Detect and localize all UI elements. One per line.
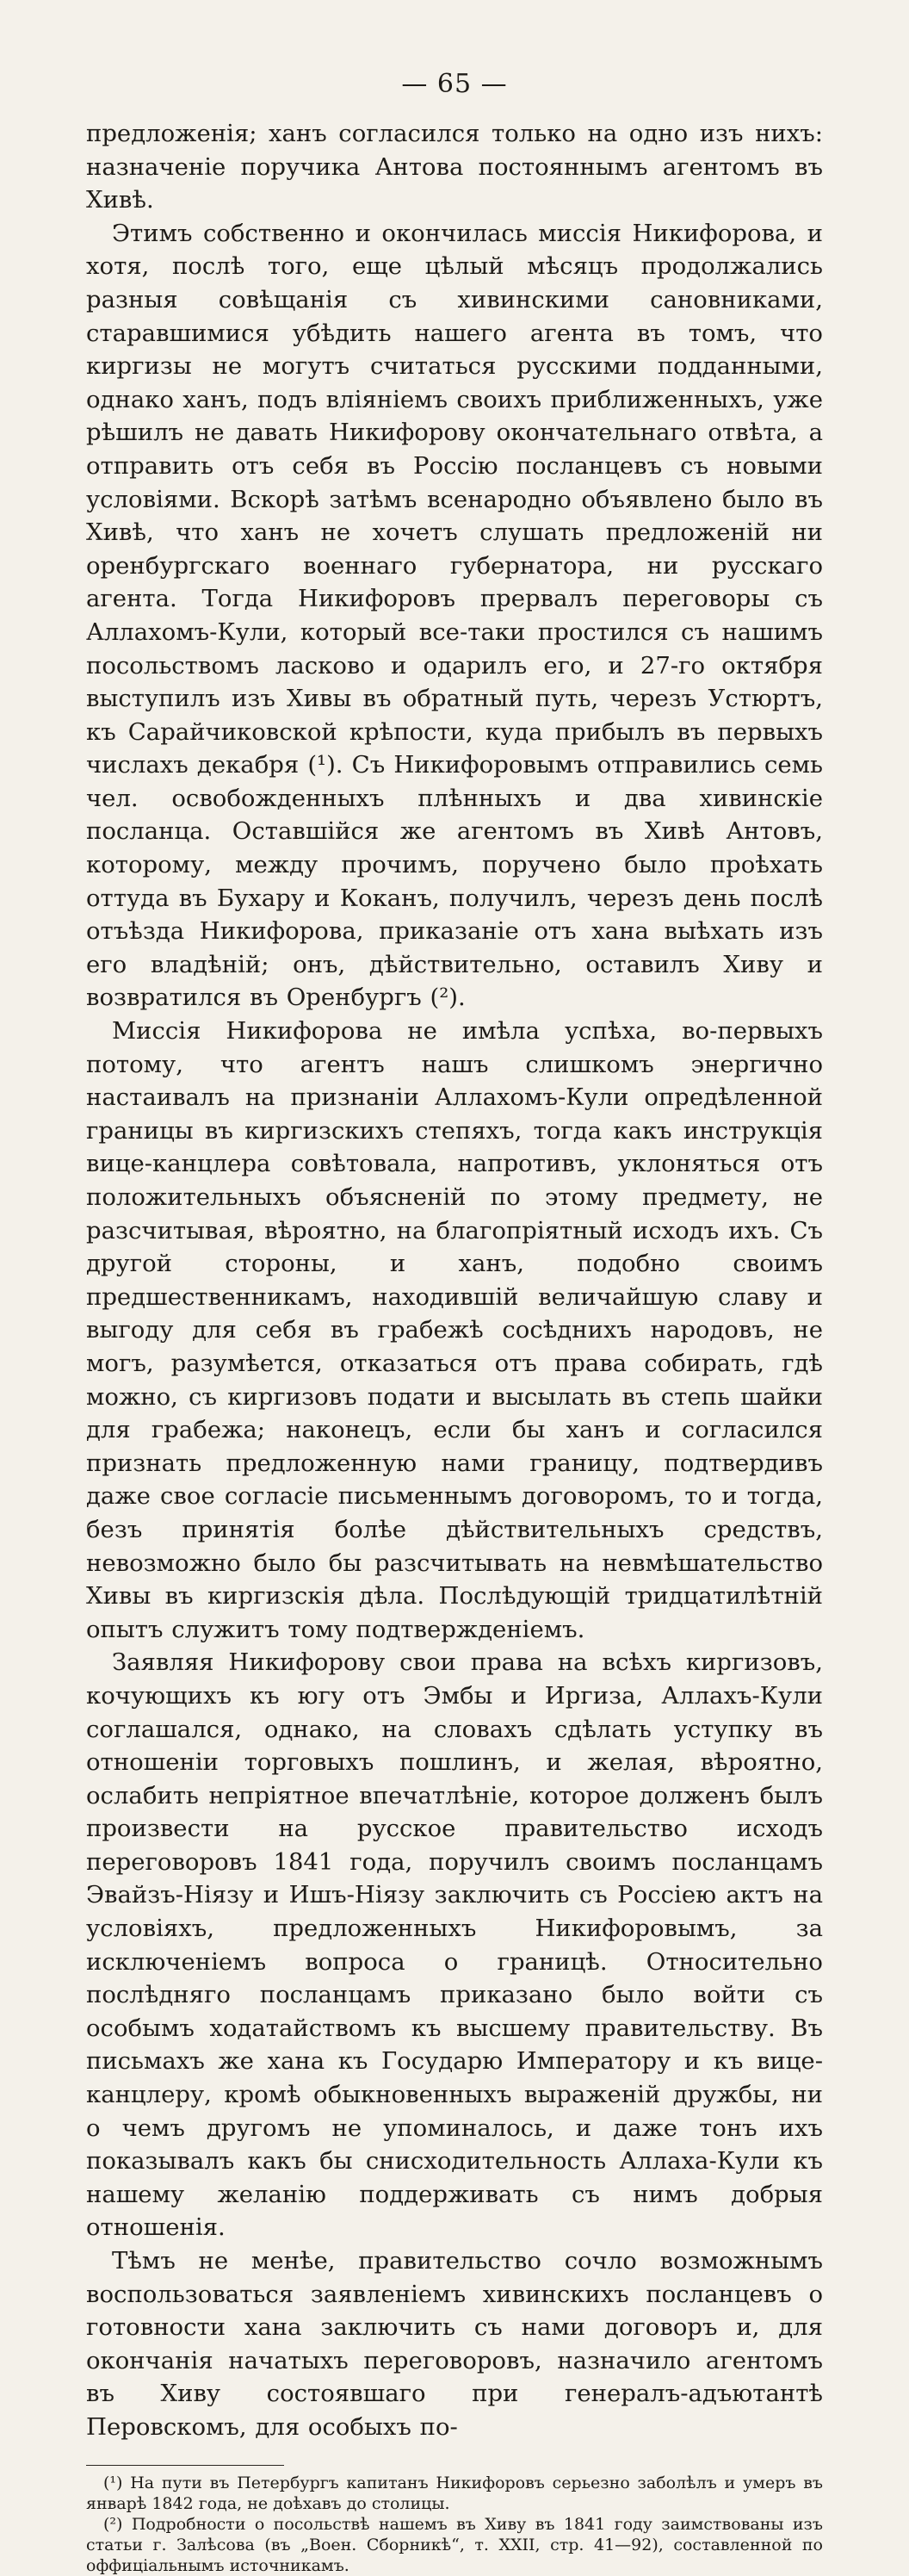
body-text [86, 117, 823, 2444]
page-number: — 65 — [401, 69, 508, 99]
footnote-1: (¹) На пути въ Петербургъ капитанъ Никифоровъ серьезно заболѣлъ и умеръ въ январѣ 1842 года, не доѣхавъ до столицы. [86, 2473, 823, 2513]
paragraph-5: Тѣмъ не менѣе, правительство сочло возможнымъ воспользоваться заявленіемъ хивинскихъ посланцевъ о готовности хана заключить съ нами договоръ и, для окончанія начатыхъ переговоровъ, назначило агентомъ въ Хиву состоявшаго при генералъ-адъютантѣ Перовскомъ, для особыхъ по- [86, 2247, 823, 2441]
paragraph-1: предложенія; ханъ согласился только на одно изъ нихъ: назначеніе поручика Антова постояннымъ агентомъ въ Хивѣ. [86, 120, 823, 214]
paragraph-3: Миссія Никифорова не имѣла успѣха, во-первыхъ потому, что агентъ нашъ слишкомъ энергично настаивалъ на признаніи Аллахомъ-Кули опредѣленной границы въ киргизскихъ степяхъ, тогда какъ инструкція вице-канцлера совѣтовала, напротивъ, уклоняться отъ положительныхъ объясненій по этому предмету, не разсчитывая, вѣроятно, на благопріятный исходъ ихъ. Съ другой стороны, и ханъ, подобно своимъ предшественникамъ, находившій величайшую славу и выгоду для себя въ грабежѣ сосѣднихъ народовъ, не могъ, разумѣется, отказаться отъ права собирать, гдѣ можно, съ киргизовъ подати и высылать въ степь шайки для грабежа; наконецъ, если бы ханъ и согласился признать предложенную нами границу, подтвердивъ даже свое согласіе письменнымъ договоромъ, то и тогда, безъ принятія болѣе дѣйствительныхъ средствъ, невозможно было бы разсчитывать на невмѣшательство Хивы въ киргизскія дѣла. Послѣдующій тридцатилѣтній опытъ служитъ тому подтвержденіемъ. [86, 1017, 823, 1643]
footnote-divider [86, 2465, 284, 2466]
footnotes [86, 2473, 823, 2576]
paragraph-2: Этимъ собственно и окончилась миссія Никифорова, и хотя, послѣ того, еще цѣлый мѣсяцъ продолжались разныя совѣщанія съ хивинскими сановниками, старавшимися убѣдить нашего агента въ томъ, что киргизы не могутъ считаться русскими подданными, однако ханъ, подъ вліяніемъ своихъ приближенныхъ, уже рѣшилъ не давать Никифорову окончательнаго отвѣта, а отправить отъ себя въ Россію посланцевъ съ новыми условіями. Вскорѣ затѣмъ всенародно объявлено было въ Хивѣ, что ханъ не хочетъ слушать предложеній ни оренбургскаго военнаго губернатора, ни русскаго агента. Тогда Никифоровъ прервалъ переговоры съ Аллахомъ-Кули, который все-таки простился съ нашимъ посольствомъ ласково и одарилъ его, и 27-го октября выступилъ изъ Хивы въ обратный путь, черезъ Устюртъ, къ Сарайчиковской крѣпости, куда прибылъ въ первыхъ числахъ декабря (¹). Съ Никифоровымъ отправились семь чел. освобожденныхъ плѣнныхъ и два хивинскіе посланца. Оставшійся же агентомъ въ Хивѣ Антовъ, которому, между прочимъ, поручено было проѣхать оттуда въ Бухару и Коканъ, получилъ, черезъ день послѣ отъѣзда Никифорова, приказаніе отъ хана выѣхать изъ его владѣній; онъ, дѣйствительно, оставилъ Хиву и возвратился въ Оренбургъ (²). [86, 219, 823, 1012]
footnote-2: (²) Подробности о посольствѣ нашемъ въ Хиву въ 1841 году заимствованы изъ статьи г. Залѣсова (въ „Воен. Сборникѣ“, т. XXII, стр. 41—92), составленной по оффиціальнымъ источникамъ. [86, 2514, 823, 2575]
paragraph-4: Заявляя Никифорову свои права на всѣхъ киргизовъ, кочующихъ къ югу отъ Эмбы и Иргиза, Аллахъ-Кули соглашался, однако, на словахъ сдѣлать уступку въ отношеніи торговыхъ пошлинъ, и желая, вѣроятно, ослабить непріятное впечатлѣніе, которое долженъ былъ произвести на русское правительство исходъ переговоровъ 1841 года, поручилъ своимъ посланцамъ Эвайзъ-Ніязу и Ишъ-Ніязу заключить съ Россіею актъ на условіяхъ, предложенныхъ Никифоровымъ, за исключеніемъ вопроса о границѣ. Относительно послѣдняго посланцамъ приказано было войти съ особымъ ходатайствомъ къ высшему правительству. Въ письмахъ же хана къ Государю Императору и къ вице-канцлеру, кромѣ обыкновенныхъ выраженій дружбы, ни о чемъ другомъ не упоминалось, и даже тонъ ихъ показывалъ какъ бы снисходительность Аллаха-Кули къ нашему желанію поддерживать съ нимъ добрыя отношенія. [86, 1648, 823, 2242]
